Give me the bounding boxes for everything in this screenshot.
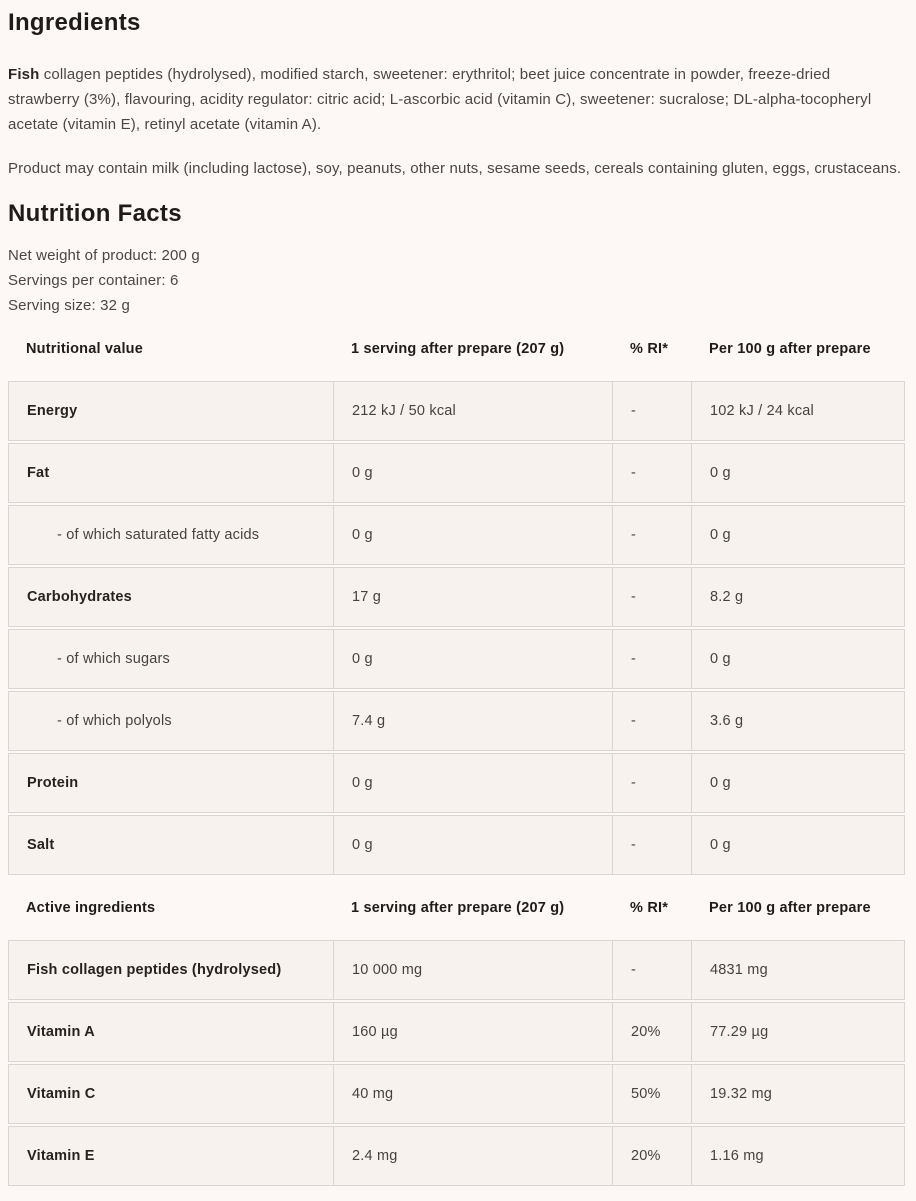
serving-value: 0 g	[333, 629, 612, 689]
serving-value: 2.4 mg	[333, 1126, 612, 1186]
ri-value: 20%	[612, 1126, 691, 1186]
active-ingredients-header-row	[8, 879, 905, 938]
per-100g-value: 4831 mg	[691, 940, 905, 1000]
table-row-energy	[8, 381, 905, 441]
ingredients-composition-lead: Fish	[8, 66, 40, 83]
per-100g-value: 102 kJ / 24 kcal	[691, 381, 905, 441]
table-row-sugars	[8, 629, 905, 689]
per-100g-value: 19.32 mg	[691, 1064, 905, 1124]
ri-value: -	[612, 567, 691, 627]
table-row-polyols	[8, 691, 905, 751]
ri-value: -	[612, 815, 691, 875]
serving-value: 17 g	[333, 567, 612, 627]
table-row-protein	[8, 753, 905, 813]
row-label: Protein	[8, 753, 333, 813]
ingredients-composition-paragraph	[8, 62, 906, 137]
per-100g-value: 77.29 µg	[691, 1002, 905, 1062]
nutritional-value-table	[8, 318, 905, 877]
allergen-notice-paragraph: Product may contain milk (including lactose), soy, peanuts, other nuts, sesame seeds, cereals containing gluten, eggs, crustaceans.	[8, 160, 902, 177]
ingredients-composition-text: collagen peptides (hydrolysed), modified starch, sweetener: erythritol; beet juice concentrate in powder, freeze-dried strawberry (3%), flavouring, acidity regulator: citric acid; L-ascorbic acid (vitamin C), sweetener: sucralose; DL-alpha-tocopheryl acetate (vitamin E), retinyl acetate (vitamin A).	[8, 66, 872, 133]
serving-value: 0 g	[333, 505, 612, 565]
table-row-fish-collagen	[8, 940, 905, 1000]
per-100g-value: 8.2 g	[691, 567, 905, 627]
serving-value: 160 µg	[333, 1002, 612, 1062]
ri-value: -	[612, 753, 691, 813]
per-100g-value: 0 g	[691, 815, 905, 875]
ri-value: -	[612, 691, 691, 751]
ri-value: -	[612, 940, 691, 1000]
serving-value: 7.4 g	[333, 691, 612, 751]
row-label: Energy	[8, 381, 333, 441]
header-serving: 1 serving after prepare (207 g)	[351, 341, 565, 357]
per-100g-value: 0 g	[691, 629, 905, 689]
nutrition-meta	[8, 243, 906, 318]
ri-value: -	[612, 629, 691, 689]
table-row-vitamin-a	[8, 1002, 905, 1062]
ingredients-title: Ingredients	[8, 9, 141, 36]
table-row-saturated-fatty-acids	[8, 505, 905, 565]
row-label: Fat	[8, 443, 333, 503]
serving-value: 0 g	[333, 815, 612, 875]
serving-value: 0 g	[333, 443, 612, 503]
row-label: Salt	[8, 815, 333, 875]
row-label: Vitamin E	[8, 1126, 333, 1186]
row-label: - of which saturated fatty acids	[8, 505, 333, 565]
row-label: - of which polyols	[8, 691, 333, 751]
ri-value: -	[612, 381, 691, 441]
ri-value: -	[612, 505, 691, 565]
header-per-100g: Per 100 g after prepare	[709, 341, 871, 357]
row-label: Fish collagen peptides (hydrolysed)	[8, 940, 333, 1000]
ri-value: 20%	[612, 1002, 691, 1062]
nutritional-value-header-row	[8, 320, 905, 379]
per-100g-value: 3.6 g	[691, 691, 905, 751]
servings-per-container-line: Servings per container: 6	[8, 272, 179, 289]
table-row-vitamin-e	[8, 1126, 905, 1186]
serving-value: 0 g	[333, 753, 612, 813]
row-label: Carbohydrates	[8, 567, 333, 627]
header-nutritional-value: Nutritional value	[26, 341, 143, 357]
header-ri: % RI*	[630, 900, 669, 916]
nutrition-facts-title: Nutrition Facts	[8, 200, 182, 227]
row-label: Vitamin C	[8, 1064, 333, 1124]
serving-value: 40 mg	[333, 1064, 612, 1124]
ri-value: 50%	[612, 1064, 691, 1124]
header-per-100g: Per 100 g after prepare	[709, 900, 871, 916]
row-label: - of which sugars	[8, 629, 333, 689]
net-weight-line: Net weight of product: 200 g	[8, 247, 200, 264]
row-label: Vitamin A	[8, 1002, 333, 1062]
per-100g-value: 0 g	[691, 505, 905, 565]
per-100g-value: 1.16 mg	[691, 1126, 905, 1186]
serving-value: 10 000 mg	[333, 940, 612, 1000]
ri-value: -	[612, 443, 691, 503]
table-row-salt	[8, 815, 905, 875]
active-ingredients-table	[8, 877, 905, 1188]
per-100g-value: 0 g	[691, 443, 905, 503]
table-row-fat	[8, 443, 905, 503]
header-serving: 1 serving after prepare (207 g)	[351, 900, 565, 916]
serving-size-line: Serving size: 32 g	[8, 297, 130, 314]
table-row-vitamin-c	[8, 1064, 905, 1124]
serving-value: 212 kJ / 50 kcal	[333, 381, 612, 441]
header-active-ingredients: Active ingredients	[26, 900, 156, 916]
per-100g-value: 0 g	[691, 753, 905, 813]
header-ri: % RI*	[630, 341, 669, 357]
table-row-carbohydrates	[8, 567, 905, 627]
